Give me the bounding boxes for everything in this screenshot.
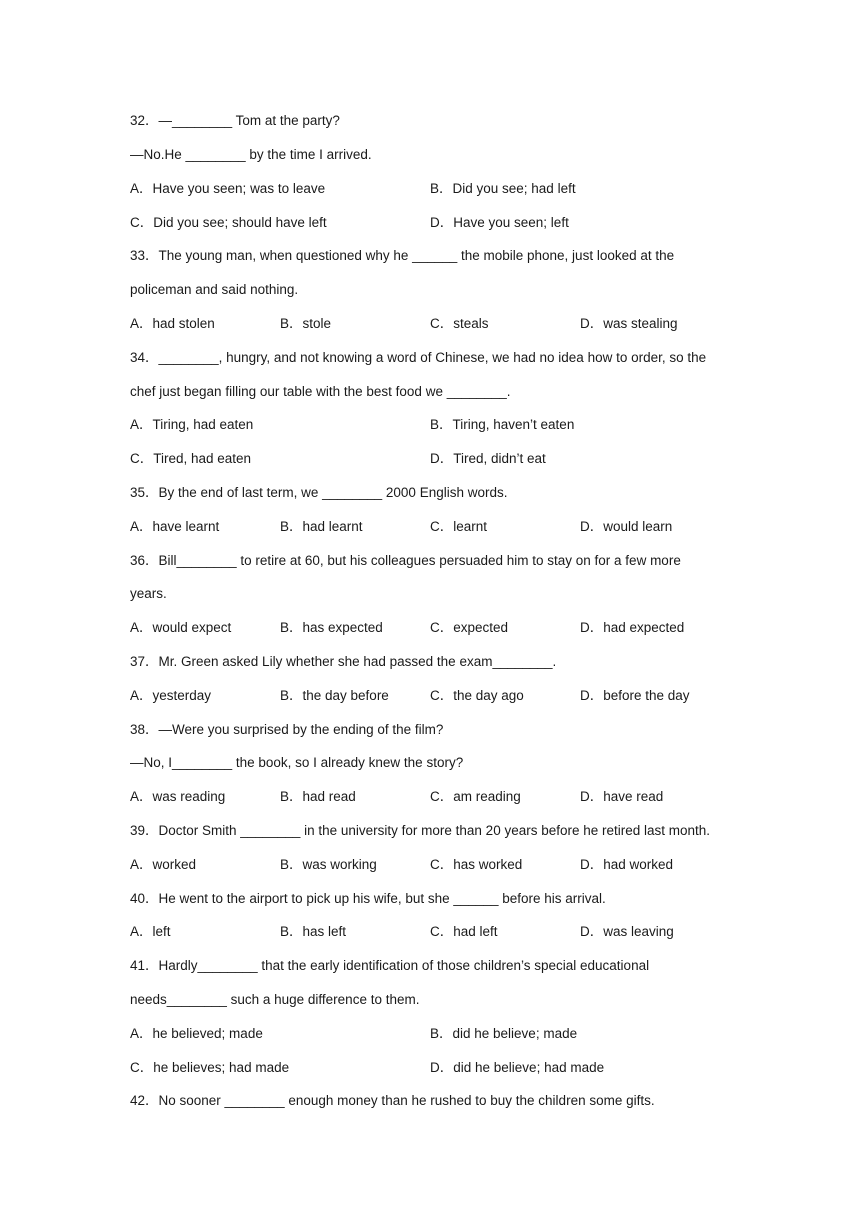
- question-32-stem: 32．—________ Tom at the party?: [130, 113, 340, 128]
- option-b: B．has left: [280, 924, 347, 939]
- option-c: C．Did you see; should have left: [130, 215, 327, 230]
- option-d: D．was stealing: [580, 316, 678, 331]
- option-a: A．Tiring, had eaten: [130, 417, 254, 432]
- option-d: D．had worked: [580, 857, 674, 872]
- option-d: D．was leaving: [580, 924, 674, 939]
- option-c: C．he believes; had made: [130, 1060, 290, 1075]
- question-38-stem: 38．—Were you surprised by the ending of the film?: [130, 722, 444, 737]
- option-a: A．Have you seen; was to leave: [130, 181, 326, 196]
- question-41-stem: 41．Hardly________ that the early identification of those children’s special educational: [130, 958, 650, 973]
- question-42-stem: 42．No sooner ________ enough money than he rushed to buy the children some gifts.: [130, 1093, 655, 1108]
- option-c: C．steals: [430, 316, 489, 331]
- option-a: A．yesterday: [130, 688, 212, 703]
- option-c: C．had left: [430, 924, 498, 939]
- option-a: A．would expect: [130, 620, 232, 635]
- option-c: C．Tired, had eaten: [130, 451, 252, 466]
- option-d: D．did he believe; had made: [430, 1060, 605, 1075]
- question-33-stem: 33．The young man, when questioned why he ______ the mobile phone, just looked at the: [130, 248, 675, 263]
- question-41-stem-cont: needs________ such a huge difference to them.: [130, 992, 420, 1007]
- question-32-stem-reply: —No.He ________ by the time I arrived.: [130, 147, 372, 162]
- option-d: D．Tired, didn’t eat: [430, 451, 546, 466]
- option-b: B．did he believe; made: [430, 1026, 578, 1041]
- option-b: B．Did you see; had left: [430, 181, 576, 196]
- option-d: D．Have you seen; left: [430, 215, 569, 230]
- option-a: A．left: [130, 924, 171, 939]
- option-a: A．worked: [130, 857, 197, 872]
- option-d: D．before the day: [580, 688, 690, 703]
- option-c: C．expected: [430, 620, 509, 635]
- option-a: A．was reading: [130, 789, 226, 804]
- question-38-stem-reply: —No, I________ the book, so I already knew the story?: [130, 755, 464, 770]
- option-d: D．have read: [580, 789, 664, 804]
- option-c: C．learnt: [430, 519, 488, 534]
- option-b: B．has expected: [280, 620, 383, 635]
- question-39-stem: 39．Doctor Smith ________ in the university for more than 20 years before he retired last month.: [130, 823, 711, 838]
- question-35-stem: 35．By the end of last term, we ________ 2000 English words.: [130, 485, 508, 500]
- option-b: B．stole: [280, 316, 332, 331]
- question-34-stem-cont: chef just began filling our table with the best food we ________.: [130, 384, 511, 399]
- option-c: C．am reading: [430, 789, 521, 804]
- question-37-stem: 37．Mr. Green asked Lily whether she had passed the exam________.: [130, 654, 557, 669]
- question-36-stem: 36．Bill________ to retire at 60, but his colleagues persuaded him to stay on for a few more: [130, 553, 681, 568]
- question-40-stem: 40．He went to the airport to pick up his wife, but she ______ before his arrival.: [130, 891, 606, 906]
- option-c: C．has worked: [430, 857, 523, 872]
- option-c: C．the day ago: [430, 688, 524, 703]
- option-a: A．he believed; made: [130, 1026, 263, 1041]
- option-b: B．had read: [280, 789, 356, 804]
- option-a: A．had stolen: [130, 316, 215, 331]
- option-b: B．the day before: [280, 688, 389, 703]
- option-d: D．had expected: [580, 620, 685, 635]
- option-b: B．Tiring, haven’t eaten: [430, 417, 575, 432]
- question-34-stem: 34．________, hungry, and not knowing a word of Chinese, we had no idea how to order, so the: [130, 350, 707, 365]
- option-d: D．would learn: [580, 519, 673, 534]
- option-a: A．have learnt: [130, 519, 220, 534]
- question-36-stem-cont: years.: [130, 586, 167, 601]
- option-b: B．had learnt: [280, 519, 363, 534]
- question-33-stem-cont: policeman and said nothing.: [130, 282, 299, 297]
- option-b: B．was working: [280, 857, 377, 872]
